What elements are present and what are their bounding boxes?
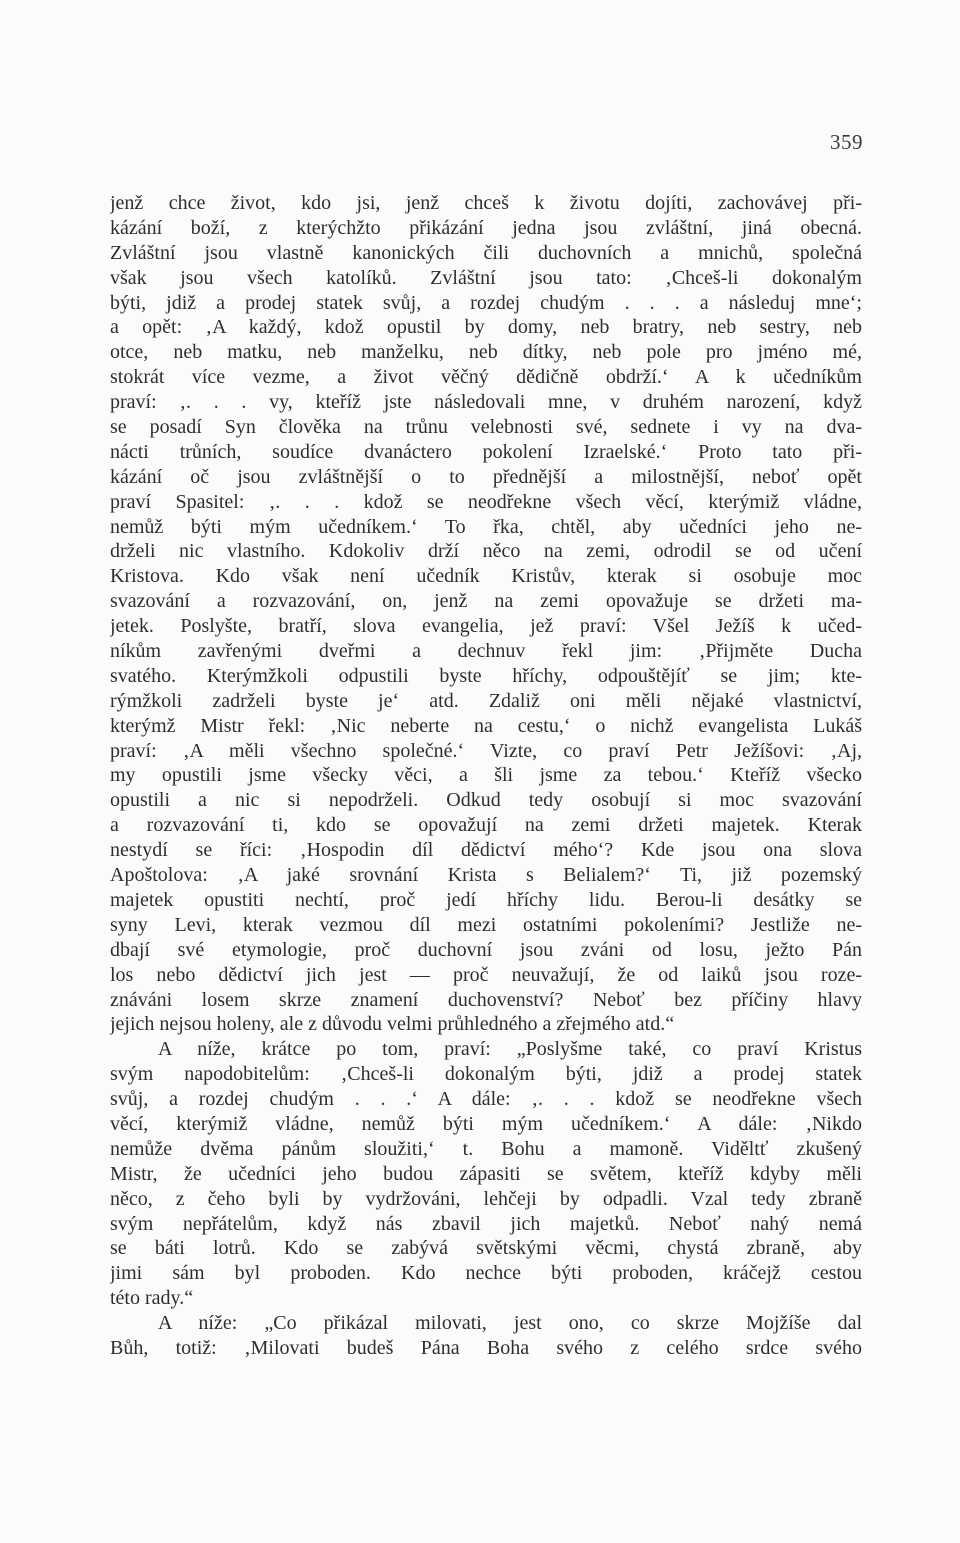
text-line: rýmžkoli zadrželi byste je‘ atd. Zdaliž oni měli nějaké vlastnictví, <box>110 689 862 712</box>
text-line: stokrát více vezme, a život věčný dědičně obdrží.‘ A k učedníkům <box>110 366 862 389</box>
text-line: svůj, a rozdej chudým . . .‘ A dále: ‚. . . kdož se neodřekne všech <box>110 1088 862 1111</box>
text-line: praví Spasitel: ‚. . . kdož se neodřekne všech věcí, kterýmiž vládne, <box>110 490 862 513</box>
page-number: 359 <box>830 130 863 154</box>
text-line: praví: ‚. . . vy, kteříž jste následovali mne, v druhém narození, když <box>110 391 862 414</box>
text-line: drželi nic vlastního. Kdokoliv drží něco na zemi, odrodil se od učení <box>110 540 862 563</box>
text-line: los nebo dědictví jich jest — proč neuvažují, že od laiků jsou roze- <box>110 963 862 986</box>
text-line: a opět: ‚A každý, kdož opustil by domy, neb bratry, neb sestry, neb <box>110 316 862 339</box>
text-line: Apoštolova: ‚A jaké srovnání Krista s Belialem?‘ Ti, již pozemský <box>110 864 862 887</box>
text-line: svazování a rozvazování, on, jenž na zemi opovažuje se držeti ma- <box>110 590 862 613</box>
text-line: A níže, krátce po tom, praví: „Poslyšme také, co praví Kristus <box>158 1038 862 1061</box>
text-line: znáváni losem skrze znamení duchovenství? Neboť bez příčiny hlavy <box>110 988 862 1011</box>
text-line: Kristova. Kdo však není učedník Kristův, kterak si osobuje moc <box>110 565 862 588</box>
text-line: otce, neb matku, neb manželku, neb dítky, neb pole pro jméno mé, <box>110 341 862 364</box>
text-line: jejich nejsou holeny, ale z důvodu velmi průhledného a zřejmého atd.“ <box>110 1013 675 1036</box>
text-line: dbají své etymologie, proč duchovní jsou zváni od losu, ježto Pán <box>110 938 862 961</box>
text-line: jimi sám byl proboden. Kdo nechce býti proboden, kráčejž cestou <box>110 1262 862 1285</box>
text-line: se posadí Syn člověka na trůnu velebnosti své, sednete i vy na dva- <box>110 416 862 439</box>
text-line: této rady.“ <box>110 1287 194 1310</box>
text-line: opustili a nic si nepodrželi. Odkud tedy osobují si moc svazování <box>110 789 862 812</box>
text-line: majetek opustiti nechtí, proč jedí hříchy lidu. Berou-li desátky se <box>110 888 862 911</box>
text-line: se báti lotrů. Kdo se zabývá světskými věcmi, chystá zbraně, aby <box>110 1237 862 1260</box>
text-line: něco, z čeho byli by vydržováni, lehčeji by odpadli. Vzal tedy zbraně <box>110 1187 862 1210</box>
text-line: kterýmž Mistr řekl: ‚Nic neberte na cestu,‘ o nichž evangelista Lukáš <box>110 714 862 737</box>
text-line: býti, jdiž a prodej statek svůj, a rozdej chudým . . . a následuj mne‘; <box>110 291 862 314</box>
text-line: věcí, kterýmiž vládne, nemůž býti mým učedníkem.‘ A dále: ‚Nikdo <box>110 1112 862 1135</box>
text-line: nemůže dvěma pánům sloužiti,‘ t. Bohu a mamoně. Viděltť zkušený <box>110 1137 862 1160</box>
text-line: svatého. Kterýmžkoli odpustili byste hříchy, odpouštějíť se jim; kte- <box>110 664 862 687</box>
text-line: nemůž býti mým učedníkem.‘ To řka, chtěl, aby učedníci jeho ne- <box>110 515 862 538</box>
text-line: my opustili jsme všecky věci, a šli jsme za tebou.‘ Kteříž všecko <box>110 764 862 787</box>
text-line: níkům zavřenými dveřmi a dechnuv řekl jim: ‚Přijměte Ducha <box>110 640 862 663</box>
text-line: svým nepřátelům, když nás zbavil jich majetků. Neboť nahý nemá <box>110 1212 862 1235</box>
text-line: nácti trůních, soudíce dvanáctero pokolení Izraelské.‘ Proto tato při- <box>110 440 862 463</box>
text-line: jenž chce život, kdo jsi, jenž chceš k životu dojíti, zachovávej při- <box>110 192 862 214</box>
text-line: Zvláštní jsou vlastně kanonických čili duchovních a mnichů, společná <box>110 241 862 264</box>
text-line: Mistr, že učedníci jeho budou zápasiti se světem, kteříž kdyby měli <box>110 1162 862 1185</box>
text-line: Bůh, totiž: ‚Milovati budeš Pána Boha svého z celého srdce svého <box>110 1336 862 1359</box>
text-line: kázání oč jsou zvláštnější o to přednější a milostnější, neboť opět <box>110 465 862 488</box>
text-line: nestydí se říci: ‚Hospodin díl dědictví mého‘? Kde jsou ona slova <box>110 839 862 862</box>
text-line: a rozvazování ti, kdo se opovažují na zemi držeti majetek. Kterak <box>110 814 862 837</box>
page-body-text <box>110 191 862 1361</box>
text-line: syny Levi, kterak vezmou díl mezi ostatními pokoleními? Jestliže ne- <box>110 913 862 936</box>
text-line: jetek. Poslyšte, bratří, slova evangelia, jež praví: Všel Ježíš k učed- <box>110 615 862 638</box>
text-line: svým napodobitelům: ‚Chceš-li dokonalým býti, jdiž a prodej statek <box>110 1063 862 1086</box>
text-line: však jsou všech katolíků. Zvláštní jsou tato: ‚Chceš-li dokonalým <box>110 266 862 289</box>
text-line: praví: ‚A měli všechno společné.‘ Vizte, co praví Petr Ježíšovi: ‚Aj, <box>110 739 862 762</box>
text-line: kázání boží, z kterýchžto přikázání jedna jsou zvláštní, jiná obecná. <box>110 216 862 239</box>
text-line: A níže: „Co přikázal milovati, jest ono, co skrze Mojžíše dal <box>158 1312 862 1335</box>
